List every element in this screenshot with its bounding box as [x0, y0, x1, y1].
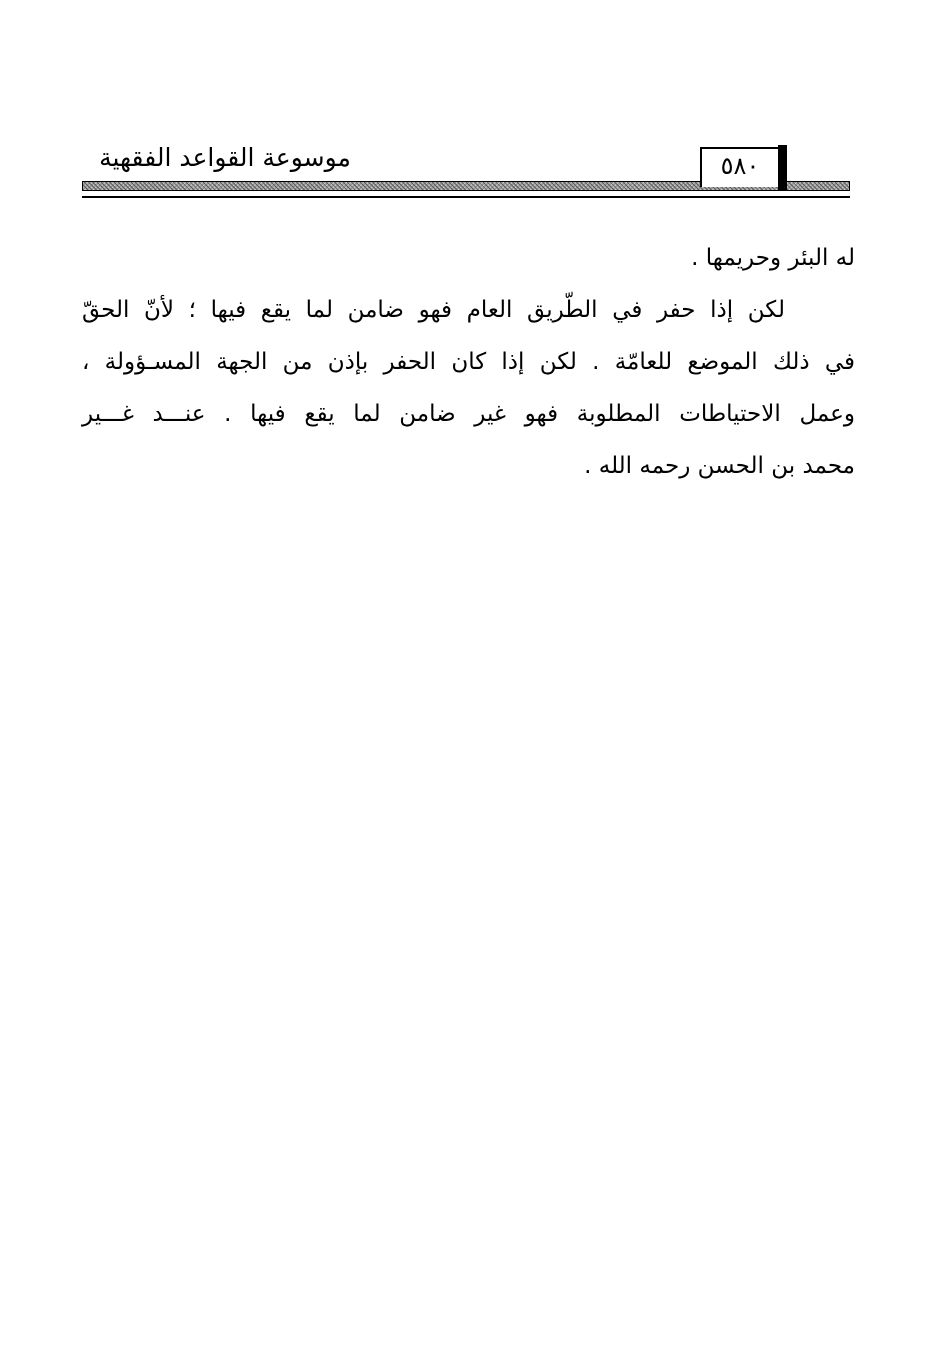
text-line: لكن إذا حفر في الطّريق العام فهو ضامن لما يقع فيها ؛ لأنّ الحقّ	[82, 297, 785, 323]
text-line: له البئر وحريمها .	[691, 245, 855, 271]
text-line: في ذلك الموضع للعامّة . لكن إذا كان الحفر بإذن من الجهة المسـؤولة ،	[82, 349, 855, 375]
running-header-title: موسوعة القواعد الفقهية	[99, 143, 351, 172]
text-line: وعمل الاحتياطات المطلوبة فهو غير ضامن لما يقع فيها . عنـــد غـــير	[82, 401, 855, 427]
page-number: ٥٨٠	[720, 152, 760, 180]
text-line: محمد بن الحسن رحمه الله .	[584, 453, 855, 479]
body-text	[82, 232, 855, 492]
header-rule-line	[82, 196, 850, 198]
